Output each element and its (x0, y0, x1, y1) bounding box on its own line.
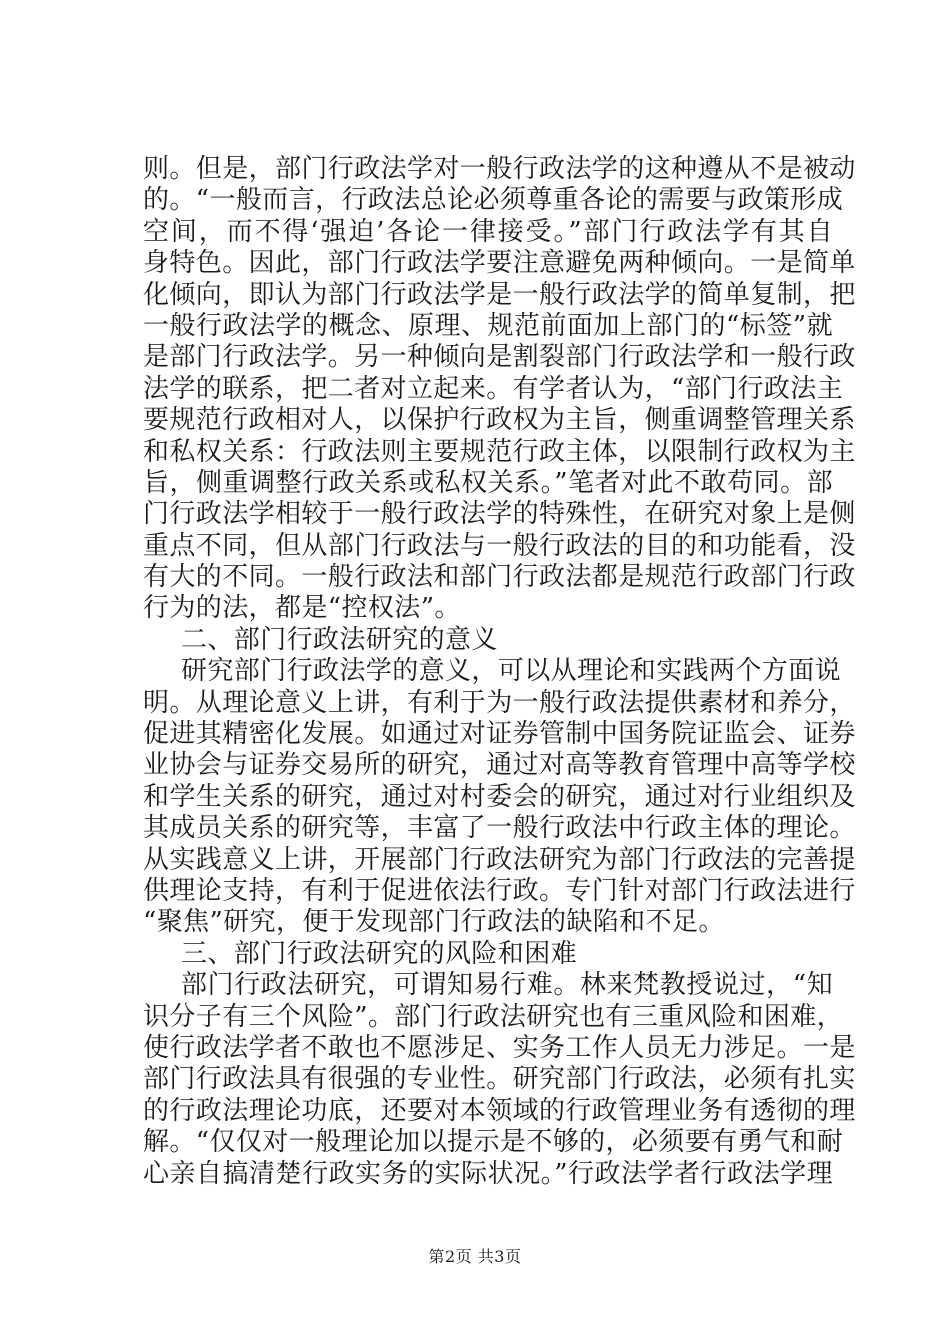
text-line: 其成员关系的研究等，丰富了一般行政法中行政主体的理论。 (143, 813, 856, 844)
text-line: 供理论支持，有利于促进依法行政。专门针对部门行政法进行 (143, 875, 856, 906)
text-line: 身特色。因此，部门行政法学要注意避免两种倾向。一是简单 (143, 248, 856, 279)
text-line: 则。但是，部门行政法学对一般行政法学的这种遵从不是被动 (143, 154, 856, 184)
text-line: 促进其精密化发展。如通过对证券管制中国务院证监会、证券 (143, 719, 856, 750)
text-line: 部门行政法具有很强的专业性。研究部门行政法，必须有扎实 (143, 1064, 856, 1095)
page-number: 第2页 共3页 (428, 1247, 522, 1266)
text-line: 是部门行政法学。另一种倾向是割裂部门行政法学和一般行政 (143, 342, 856, 373)
text-line: 空间，而不得‘强迫’各论一律接受。”部门行政法学有其自 (143, 216, 833, 247)
text-line: 要规范行政相对人，以保护行政权为主旨，侧重调整管理关系 (143, 405, 856, 436)
text-line: 门行政法学相较于一般行政法学的特殊性，在研究对象上是侧 (143, 499, 856, 530)
text-line: 重点不同，但从部门行政法与一般行政法的目的和功能看，没 (143, 530, 856, 561)
text-line: 化倾向，即认为部门行政法学是一般行政法学的简单复制，把 (143, 279, 856, 310)
text-line: 有大的不同。一般行政法和部门行政法都是规范行政部门行政 (143, 562, 856, 593)
text-line: 的。“一般而言，行政法总论必须尊重各论的需要与政策形成 (143, 185, 844, 216)
text-line: 行为的法，都是“控权法”。 (143, 593, 461, 624)
paragraph-2 (143, 656, 856, 939)
text-line: 法学的联系，把二者对立起来。有学者认为，“部门行政法主 (143, 373, 844, 404)
paragraph-1 (143, 154, 856, 625)
text-line: 旨，侧重调整行政关系或私权关系。”笔者对此不敢苟同。部 (143, 467, 833, 498)
text-line: 解。“仅仅对一般理论加以提示是不够的，必须要有勇气和耐 (143, 1127, 844, 1158)
text-line: 一般行政法学的概念、原理、规范前面加上部门的“标签”就 (143, 310, 833, 341)
text-line: “聚焦”研究，便于发现部门行政法的缺陷和不足。 (143, 907, 725, 938)
text-line: 和私权关系：行政法则主要规范行政主体，以限制行政权为主 (143, 436, 856, 467)
text-line: 识分子有三个风险”。部门行政法研究也有三重风险和困难， (143, 1001, 844, 1032)
text-line: 研究部门行政法学的意义，可以从理论和实践两个方面说 (181, 656, 842, 687)
text-line: 明。从理论意义上讲，有利于为一般行政法提供素材和养分， (143, 687, 856, 718)
text-line: 的行政法理论功底，还要对本领域的行政管理业务有透彻的理 (143, 1095, 856, 1126)
text-line: 心亲自搞清楚行政实务的实际状况。”行政法学者行政法学理 (143, 1158, 833, 1189)
paragraph-3 (143, 970, 856, 1190)
text-line: 使行政法学者不敢也不愿涉足、实务工作人员无力涉足。一是 (143, 1032, 856, 1063)
section-heading: 三、部门行政法研究的风险和困难 (181, 938, 578, 969)
text-line: 和学生关系的研究，通过对村委会的研究，通过对行业组织及 (143, 781, 856, 812)
document-body (143, 154, 856, 1190)
text-line: 从实践意义上讲，开展部门行政法研究为部门行政法的完善提 (143, 844, 856, 875)
text-line: 部门行政法研究，可谓知易行难。林来梵教授说过，“知 (181, 970, 833, 1001)
text-line: 业协会与证券交易所的研究，通过对高等教育管理中高等学校 (143, 750, 856, 781)
section-heading: 二、部门行政法研究的意义 (181, 624, 498, 655)
